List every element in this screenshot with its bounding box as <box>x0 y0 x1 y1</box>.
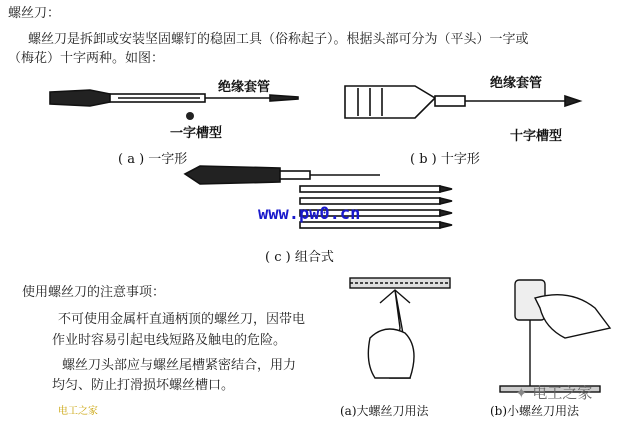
page-heading: 螺丝刀： <box>8 6 61 21</box>
caption-c: ( c ) 组合式 <box>265 250 334 265</box>
logo-icon: ✦ <box>515 384 533 402</box>
brand-logo <box>515 382 592 403</box>
intro-line-1: 螺丝刀是拆卸或安装坚固螺钉的稳固工具（俗称起子）。根据头部可分为（平头）一字或 <box>28 32 529 47</box>
brand-logo-text: 电工之家 <box>532 384 593 402</box>
footer-tag: 电工之家 <box>58 406 98 417</box>
notes-heading: 使用螺丝刀的注意事项： <box>22 285 166 300</box>
note-2-line-2: 均匀、防止打滑损坏螺丝槽口。 <box>52 378 235 393</box>
slot-label-b: 十字槽型 <box>510 129 563 144</box>
combination-screwdriver-figure <box>180 162 460 242</box>
intro-line-2: （梅花）十字两种。如图： <box>8 51 165 66</box>
caption-small-screwdriver: (b)小螺丝刀用法 <box>490 404 580 418</box>
note-1-line-2: 作业时容易引起电线短路及触电的危险。 <box>52 333 287 348</box>
watermark-url: www.pw0.cn <box>258 204 361 224</box>
slot-label-a: 一字槽型 <box>170 126 223 141</box>
usage-illustration <box>340 268 630 398</box>
insulation-label-b: 绝缘套管 <box>490 76 543 91</box>
insulation-label-a: 绝缘套管 <box>218 80 271 95</box>
caption-big-screwdriver: (a)大螺丝刀用法 <box>340 404 429 418</box>
note-2-line-1: 螺丝刀头部应与螺丝尾槽紧密结合，用力 <box>62 358 297 373</box>
phillips-screwdriver-figure <box>340 78 590 128</box>
note-1-line-1: 不可使用金属杆直通柄顶的螺丝刀，因带电 <box>58 312 306 327</box>
caption-a: ( a ) 一字形 <box>118 152 188 167</box>
caption-b: ( b ) 十字形 <box>410 152 480 167</box>
